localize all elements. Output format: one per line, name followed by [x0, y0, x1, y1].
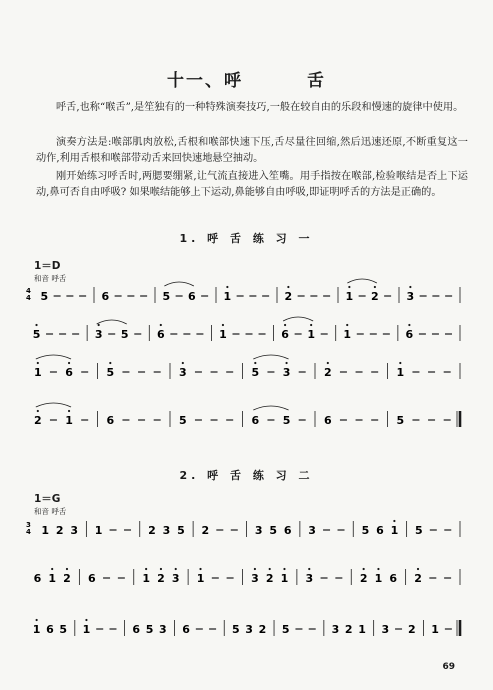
time-signature-top: 3: [26, 521, 31, 529]
octave-dot: [160, 324, 162, 326]
page-title-part2: 舌: [307, 71, 326, 91]
note-1: 1: [390, 524, 399, 537]
octave-dot: [409, 286, 411, 288]
time-signature-bottom: 4: [26, 294, 31, 302]
note-5: 5: [269, 524, 278, 537]
octave-dot: [283, 568, 285, 570]
note-2: 2: [359, 572, 368, 585]
note-5: 5: [59, 623, 68, 636]
note-6: 6: [281, 328, 289, 341]
exercise-2-key: 1＝G: [34, 493, 61, 505]
note-3: 3: [158, 623, 167, 636]
note-1: 1: [396, 366, 405, 379]
octave-dot: [68, 410, 70, 412]
exercise-2-title: 2. 呼 舌 练 习 二: [179, 469, 314, 482]
exercise-1-score: [0, 276, 493, 466]
note-2: 2: [63, 572, 71, 585]
note-5: 5: [361, 524, 370, 537]
note-5: 5: [162, 290, 171, 303]
octave-dot: [327, 362, 329, 364]
note-5: 5: [282, 414, 291, 427]
octave-dot: [51, 568, 53, 570]
note-6: 6: [323, 414, 332, 427]
time-signature-top: 4: [26, 287, 31, 295]
note-1: 1: [65, 414, 73, 427]
note-1: 1: [41, 524, 50, 537]
octave-dot: [417, 568, 419, 570]
octave-dot: [346, 324, 348, 326]
note-3: 3: [282, 366, 291, 379]
note-6: 6: [251, 414, 260, 427]
note-6: 6: [87, 572, 96, 585]
note-1: 1: [94, 524, 103, 537]
slur-arc: [253, 406, 288, 410]
octave-dot: [348, 286, 350, 288]
octave-dot: [68, 362, 70, 364]
note-1: 1: [48, 572, 57, 585]
note-2: 2: [258, 623, 267, 636]
octave-dot: [399, 362, 401, 364]
time-signature-bottom: 4: [26, 528, 31, 536]
octave-dot: [374, 286, 376, 288]
paragraph-practice: 刚开始练习呼舌时,两腮要绷紧,让气流直接进入笙嘴。用手指按在喉部,检验喉结是否上下运动,鼻可否自由呼吸? 如果喉结能够上下运动,鼻能够自由呼吸,即证明呼舌的方法是正确的。: [36, 171, 468, 198]
note-5: 5: [251, 366, 260, 379]
paragraph-method: 演奏方法是:喉部肌肉放松,舌根和喉部快速下压,舌尽量往回缩,然后迅速还原,不断重复这一动作,利用舌根和喉部带动舌来回快速地悬空抽动。: [36, 137, 468, 164]
note-2: 2: [371, 290, 379, 303]
note-1: 1: [223, 290, 232, 303]
octave-dot: [284, 324, 286, 326]
note-2: 2: [55, 524, 64, 537]
octave-dot: [182, 362, 184, 364]
note-6: 6: [188, 290, 196, 303]
exercise-1-key: 1＝D: [34, 260, 61, 272]
note-6: 6: [33, 572, 42, 585]
octave-dot: [175, 568, 177, 570]
note-3: 3: [70, 524, 78, 537]
note-2: 2: [33, 414, 42, 427]
octave-dot: [36, 619, 38, 621]
note-1: 1: [343, 328, 352, 341]
octave-dot: [35, 324, 37, 326]
octave-dot: [66, 568, 68, 570]
note-6: 6: [132, 623, 141, 636]
note-3: 3: [94, 328, 103, 341]
octave-dot: [254, 568, 256, 570]
exercise-1-title: 1. 呼 舌 练 习 一: [179, 232, 314, 245]
note-2: 2: [157, 572, 165, 585]
octave-dot: [363, 568, 365, 570]
octave-dot: [222, 324, 224, 326]
note-3: 3: [162, 524, 171, 537]
note-6: 6: [101, 290, 110, 303]
octave-dot: [199, 568, 201, 570]
slur-arc: [36, 403, 71, 407]
note-6: 6: [46, 623, 54, 636]
note-5: 5: [40, 290, 49, 303]
octave-dot: [393, 520, 395, 522]
note-5: 5: [281, 623, 290, 636]
slur-arc: [36, 355, 71, 359]
note-1: 1: [219, 328, 227, 341]
note-2: 2: [201, 524, 210, 537]
note-6: 6: [182, 623, 190, 636]
note-5: 5: [120, 328, 129, 341]
note-1: 1: [431, 623, 439, 636]
octave-dot: [254, 362, 256, 364]
note-5: 5: [145, 623, 154, 636]
octave-dot: [37, 362, 39, 364]
octave-dot: [308, 568, 310, 570]
note-3: 3: [251, 572, 259, 585]
note-6: 6: [156, 328, 165, 341]
note-6: 6: [389, 572, 398, 585]
exercise-2-label: 和音 呼舌: [34, 507, 67, 516]
note-2: 2: [148, 524, 156, 537]
exercise-2-score: [0, 510, 493, 660]
note-6: 6: [283, 524, 292, 537]
note-5: 5: [396, 414, 405, 427]
note-2: 2: [407, 623, 416, 636]
note-3: 3: [178, 366, 187, 379]
note-6: 6: [106, 414, 115, 427]
note-3: 3: [245, 623, 253, 636]
note-2: 2: [344, 623, 353, 636]
note-3: 3: [254, 524, 263, 537]
note-5: 5: [177, 524, 185, 537]
octave-dot: [85, 619, 87, 621]
note-1: 1: [345, 290, 354, 303]
note-3: 3: [305, 572, 314, 585]
note-2: 2: [414, 572, 422, 585]
note-3: 3: [381, 623, 390, 636]
note-1: 1: [196, 572, 205, 585]
note-2: 2: [265, 572, 274, 585]
octave-dot: [109, 362, 111, 364]
slur-arc: [283, 317, 313, 321]
octave-dot: [377, 568, 379, 570]
note-3: 3: [331, 623, 340, 636]
exercise-1-label: 和音 呼舌: [34, 274, 67, 283]
octave-dot: [145, 568, 147, 570]
octave-dot: [98, 324, 100, 326]
octave-dot: [285, 362, 287, 364]
slur-arc: [253, 355, 288, 359]
note-5: 5: [415, 524, 423, 537]
note-6: 6: [405, 328, 414, 341]
note-2: 2: [323, 366, 332, 379]
paragraph-definition: 呼舌,也称“喉舌”,是笙独有的一种特殊演奏技巧,一般在较自由的乐段和慢速的旋律中使用。: [56, 102, 464, 113]
page-title-part1: 十一、呼: [167, 71, 243, 91]
note-1: 1: [32, 623, 41, 636]
note-3: 3: [308, 524, 316, 537]
note-1: 1: [374, 572, 383, 585]
octave-dot: [226, 286, 228, 288]
note-5: 5: [32, 328, 41, 341]
page-title: [0, 66, 493, 91]
octave-dot: [37, 410, 39, 412]
note-3: 3: [406, 290, 415, 303]
note-5: 5: [178, 414, 187, 427]
note-1: 1: [142, 572, 150, 585]
note-1: 1: [280, 572, 289, 585]
note-3: 3: [171, 572, 180, 585]
octave-dot: [408, 324, 410, 326]
page-number: 69: [442, 662, 455, 672]
slur-arc: [164, 282, 194, 286]
note-1: 1: [358, 623, 366, 636]
note-1: 1: [33, 366, 42, 379]
note-2: 2: [284, 290, 293, 303]
note-6: 6: [376, 524, 384, 537]
note-5: 5: [232, 623, 240, 636]
note-1: 1: [82, 623, 91, 636]
octave-dot: [160, 568, 162, 570]
octave-dot: [287, 286, 289, 288]
note-5: 5: [106, 366, 115, 379]
octave-dot: [269, 568, 271, 570]
note-1: 1: [307, 328, 315, 341]
octave-dot: [310, 324, 312, 326]
note-6: 6: [65, 366, 73, 379]
slur-arc: [97, 320, 127, 324]
slur-arc: [347, 279, 377, 283]
